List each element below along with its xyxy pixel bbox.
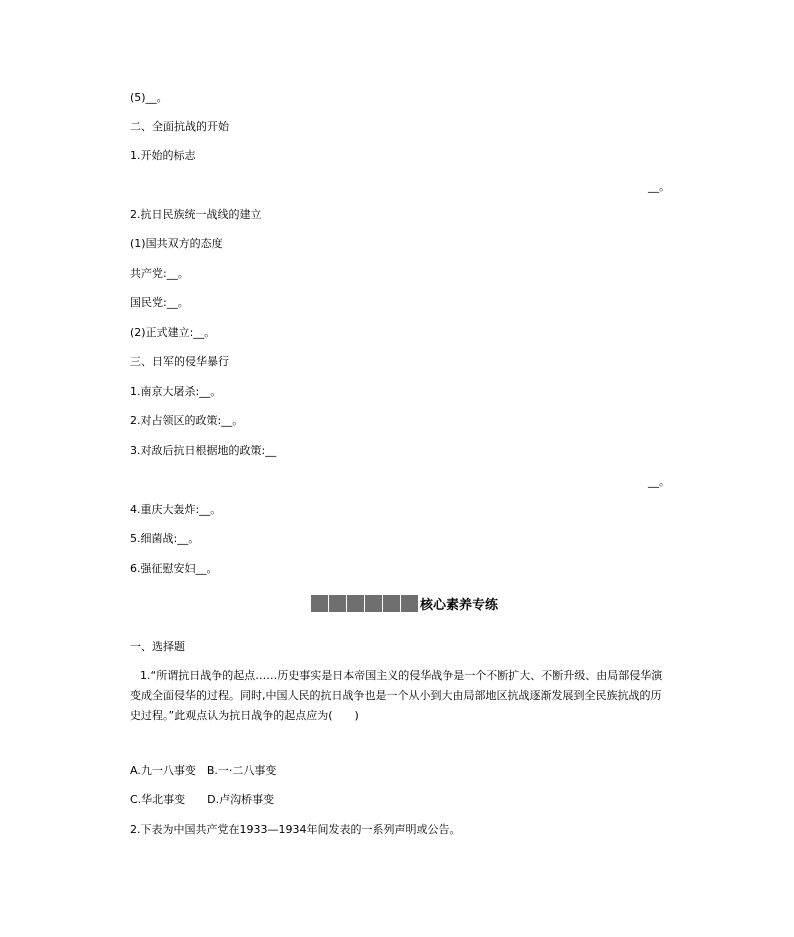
banner-block-icon [347,595,364,612]
section-heading-3: 三、日军的侵华暴行 [130,355,229,368]
item-cpc: 共产党:__。 [130,267,189,280]
subheading-united-front: 2.抗日民族统一战线的建立 [130,208,262,221]
question-1-options-cd: C.华北事变 D.卢沟桥事变 [130,793,275,806]
banner-title: 核心素养专练 [420,597,499,613]
exercise-section-heading: 一、选择题 [130,640,185,653]
item-germ-warfare: 5.细菌战:__。 [130,532,200,545]
subheading-start-sign: 1.开始的标志 [130,149,196,162]
item-kmt: 国民党:__。 [130,296,189,309]
item-comfort-women: 6.强征慰安妇__。 [130,562,218,575]
banner-block-icon [383,595,400,612]
question-1-text: 1.“所谓抗日战争的起点……历史事实是日本帝国主义的侵华战争是一个不断扩大、不断升级、由局部侵华演变成全面侵华的过程。同时,中国人民的抗日战争也是一个从小到大由局部地区抗战逐渐发展到全民族抗战的历史过程。”此观点认为抗日战争的起点应为( ) [130,669,663,722]
item-occupied-policy: 2.对占领区的政策:__。 [130,414,244,427]
item-nanjing: 1.南京大屠杀:__。 [130,385,222,398]
item-formal-establish: (2)正式建立:__。 [130,326,216,339]
answer-blank-1: __。 [648,180,670,193]
item-chongqing: 4.重庆大轰炸:__。 [130,503,222,516]
section-banner [311,594,498,612]
item-base-policy: 3.对敌后抗日根据地的政策:__ [130,444,277,457]
question-1-options-ab: A.九一八事变 B.一·二八事变 [130,764,277,777]
banner-decoration [311,595,418,612]
banner-block-icon [401,595,418,612]
answer-blank-2: __。 [648,475,670,488]
banner-block-icon [365,595,382,612]
banner-block-icon [311,595,328,612]
section-heading-2: 二、全面抗战的开始 [130,120,229,133]
question-2-text: 2.下表为中国共产党在1933—1934年间发表的一系列声明或公告。 [130,823,461,836]
line-item-5: (5)__。 [130,91,168,104]
item-attitudes: (1)国共双方的态度 [130,237,223,250]
banner-block-icon [329,595,346,612]
